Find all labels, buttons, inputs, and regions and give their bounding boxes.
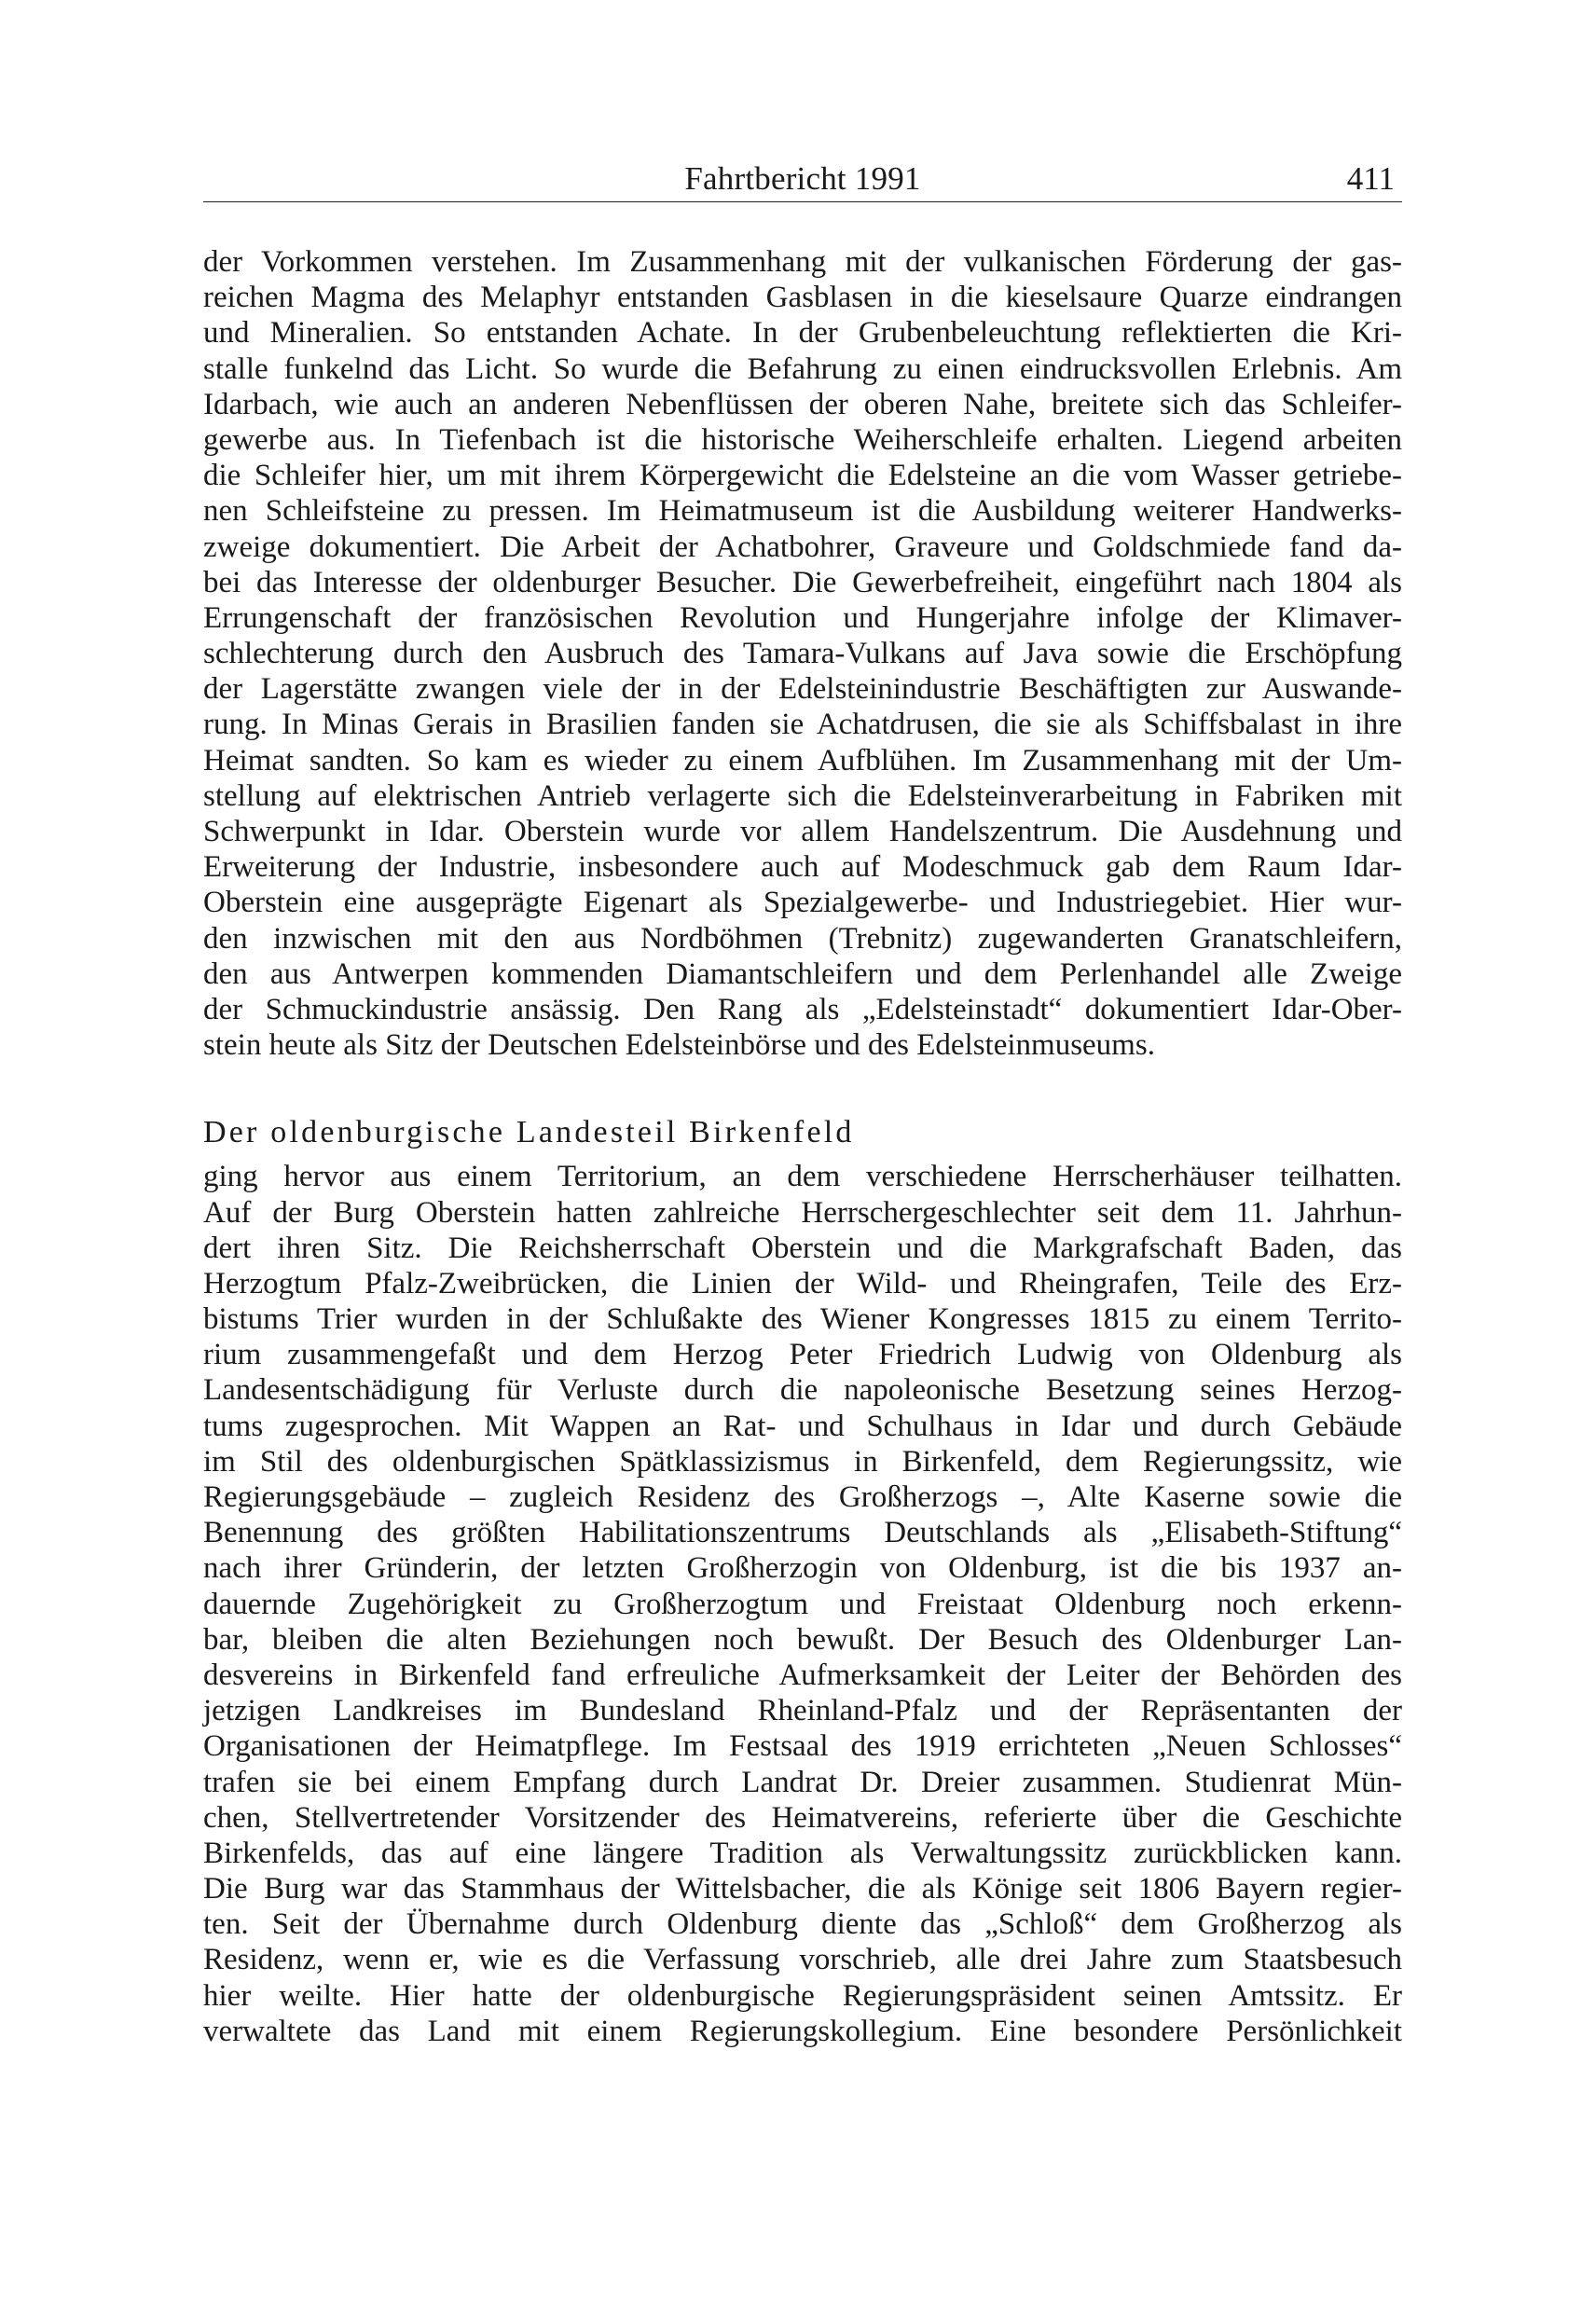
- text-line: Residenz, wenn er, wie es die Verfassung vorschrieb, alle drei Jahre zum Staatsbesuch: [203, 1943, 1402, 1977]
- running-header: [203, 153, 1402, 202]
- page-number: 411: [1346, 160, 1395, 197]
- text-line: verwaltete das Land mit einem Regierungskollegium. Eine besondere Persönlichkeit: [203, 2014, 1402, 2048]
- text-line: Die Burg war das Stammhaus der Wittelsbacher, die als Könige seit 1806 Bayern regier-: [203, 1872, 1402, 1906]
- text-line: Organisationen der Heimatpflege. Im Festsaal des 1919 errichteten „Neuen Schlosses“: [203, 1729, 1402, 1764]
- text-line: hier weilte. Hier hatte der oldenburgische Regierungspräsident seinen Amtssitz. Er: [203, 1978, 1402, 2013]
- text-line: stalle funkelnd das Licht. So wurde die Befahrung zu einen eindrucksvollen Erlebnis. Am: [203, 351, 1402, 386]
- text-line: Landesentschädigung für Verluste durch die napoleonische Besetzung seines Herzog-: [203, 1373, 1402, 1408]
- text-line: Benennung des größten Habilitationszentrums Deutschlands als „Elisabeth-Stiftung“: [203, 1516, 1402, 1550]
- text-line: zweige dokumentiert. Die Arbeit der Achatbohrer, Graveure und Goldschmiede fand da-: [203, 530, 1402, 564]
- text-line: Birkenfelds, das auf eine längere Tradition als Verwaltungssitz zurückblicken kann.: [203, 1836, 1402, 1870]
- text-line: desvereins in Birkenfeld fand erfreuliche Aufmerksamkeit der Leiter der Behörden des: [203, 1658, 1402, 1692]
- text-line: Heimat sandten. So kam es wieder zu einem Aufblühen. Im Zusammenhang mit der Um-: [203, 743, 1402, 778]
- text-line: die Schleifer hier, um mit ihrem Körpergewicht die Edelsteine an die vom Wasser getriebe-: [203, 459, 1402, 493]
- text-line: Herzogtum Pfalz-Zweibrücken, die Linien der Wild- und Rheingrafen, Teile des Erz-: [203, 1266, 1402, 1300]
- text-line: Auf der Burg Oberstein hatten zahlreiche Herrschergeschlechter seit dem 11. Jahrhun-: [203, 1195, 1402, 1230]
- text-line: trafen sie bei einem Empfang durch Landrat Dr. Dreier zusammen. Studienrat Mün-: [203, 1765, 1402, 1799]
- text-line: chen, Stellvertretender Vorsitzender des Heimatvereins, referierte über die Geschichte: [203, 1800, 1402, 1835]
- text-line: jetzigen Landkreises im Bundesland Rheinland-Pfalz und der Repräsentanten der: [203, 1694, 1402, 1728]
- text-line: dauernde Zugehörigkeit zu Großherzogtum und Freistaat Oldenburg noch erkenn-: [203, 1587, 1402, 1621]
- text-line: schlechterung durch den Ausbruch des Tamara-Vulkans auf Java sowie die Erschöpfung: [203, 637, 1402, 671]
- text-line: Oberstein eine ausgeprägte Eigenart als Spezialgewerbe- und Industriegebiet. Hier wur-: [203, 886, 1402, 920]
- text-line: Schwerpunkt in Idar. Oberstein wurde vor allem Handelszentrum. Die Ausdehnung und: [203, 815, 1402, 848]
- text-line: stein heute als Sitz der Deutschen Edelsteinbörse und des Edelsteinmuseums.: [203, 1028, 1155, 1063]
- text-line: Errungenschaft der französischen Revolution und Hungerjahre infolge der Klimaver-: [203, 600, 1402, 635]
- text-line: tums zugesprochen. Mit Wappen an Rat- und Schulhaus in Idar und durch Gebäude: [203, 1409, 1402, 1443]
- text-line: den aus Antwerpen kommenden Diamantschleifern und dem Perlenhandel alle Zweige: [203, 956, 1402, 991]
- text-line: ten. Seit der Übernahme durch Oldenburg diente das „Schloß“ dem Großherzog als: [203, 1907, 1402, 1942]
- text-line: und Mineralien. So entstanden Achate. In der Grubenbeleuchtung reflektierten die Kri-: [203, 316, 1402, 351]
- text-line: bar, bleiben die alten Beziehungen noch bewußt. Der Besuch des Oldenburger Lan-: [203, 1622, 1402, 1657]
- text-line: bistums Trier wurden in der Schlußakte des Wiener Kongresses 1815 zu einem Territo-: [203, 1302, 1402, 1337]
- text-line: nach ihrer Gründerin, der letzten Großherzogin von Oldenburg, ist die bis 1937 an-: [203, 1551, 1402, 1586]
- text-line: dert ihren Sitz. Die Reichsherrschaft Oberstein und die Markgrafschaft Baden, das: [203, 1231, 1402, 1265]
- text-line: gewerbe aus. In Tiefenbach ist die historische Weiherschleife erhalten. Liegend arbeiten: [203, 422, 1402, 457]
- paragraph-continued: [203, 244, 1402, 1063]
- text-line: bei das Interesse der oldenburger Besucher. Die Gewerbefreiheit, eingeführt nach 1804 als: [203, 565, 1402, 599]
- body-text: [203, 244, 1402, 2049]
- text-line: Erweiterung der Industrie, insbesondere auch auf Modeschmuck gab dem Raum Idar-: [203, 850, 1402, 885]
- text-line: rium zusammengefaßt und dem Herzog Peter Friedrich Ludwig von Oldenburg als: [203, 1338, 1402, 1372]
- paragraph-birkenfeld: [203, 1159, 1402, 2049]
- text-line: der Lagerstätte zwangen viele der in der Edelsteinindustrie Beschäftigten zur Auswande-: [203, 672, 1402, 707]
- text-line: Idarbach, wie auch an anderen Nebenflüssen der oberen Nahe, breitete sich das Schleifer-: [203, 387, 1402, 421]
- section-spacer: [203, 1063, 1402, 1112]
- text-line: nen Schleifsteine zu pressen. Im Heimatmuseum ist die Ausbildung weiterer Handwerks-: [203, 494, 1402, 529]
- text-line: rung. In Minas Gerais in Brasilien fanden sie Achatdrusen, die sie als Schiffsbalast in ihre: [203, 708, 1402, 742]
- text-line: den inzwischen mit den aus Nordböhmen (Trebnitz) zugewanderten Granatschleifern,: [203, 921, 1402, 956]
- text-line: stellung auf elektrischen Antrieb verlagerte sich die Edelsteinverarbeitung in Fabriken mit: [203, 778, 1402, 813]
- running-title: Fahrtbericht 1991: [684, 160, 921, 197]
- text-line: der Schmuckindustrie ansässig. Den Rang als „Edelsteinstadt“ dokumentiert Idar-Ober-: [203, 992, 1402, 1026]
- text-line: Regierungsgebäude – zugleich Residenz des Großherzogs –, Alte Kaserne sowie die: [203, 1480, 1402, 1514]
- text-line: reichen Magma des Melaphyr entstanden Gasblasen in die kieselsaure Quarze eindrangen: [203, 281, 1402, 315]
- text-line: im Stil des oldenburgischen Spätklassizismus in Birkenfeld, dem Regierungssitz, wie: [203, 1444, 1402, 1479]
- section-heading: Der oldenburgische Landesteil Birkenfeld: [203, 1115, 855, 1150]
- text-line: ging hervor aus einem Territorium, an dem verschiedene Herrscherhäuser teilhatten.: [203, 1160, 1402, 1194]
- text-line: der Vorkommen verstehen. Im Zusammenhang mit der vulkanischen Förderung der gas-: [203, 245, 1402, 279]
